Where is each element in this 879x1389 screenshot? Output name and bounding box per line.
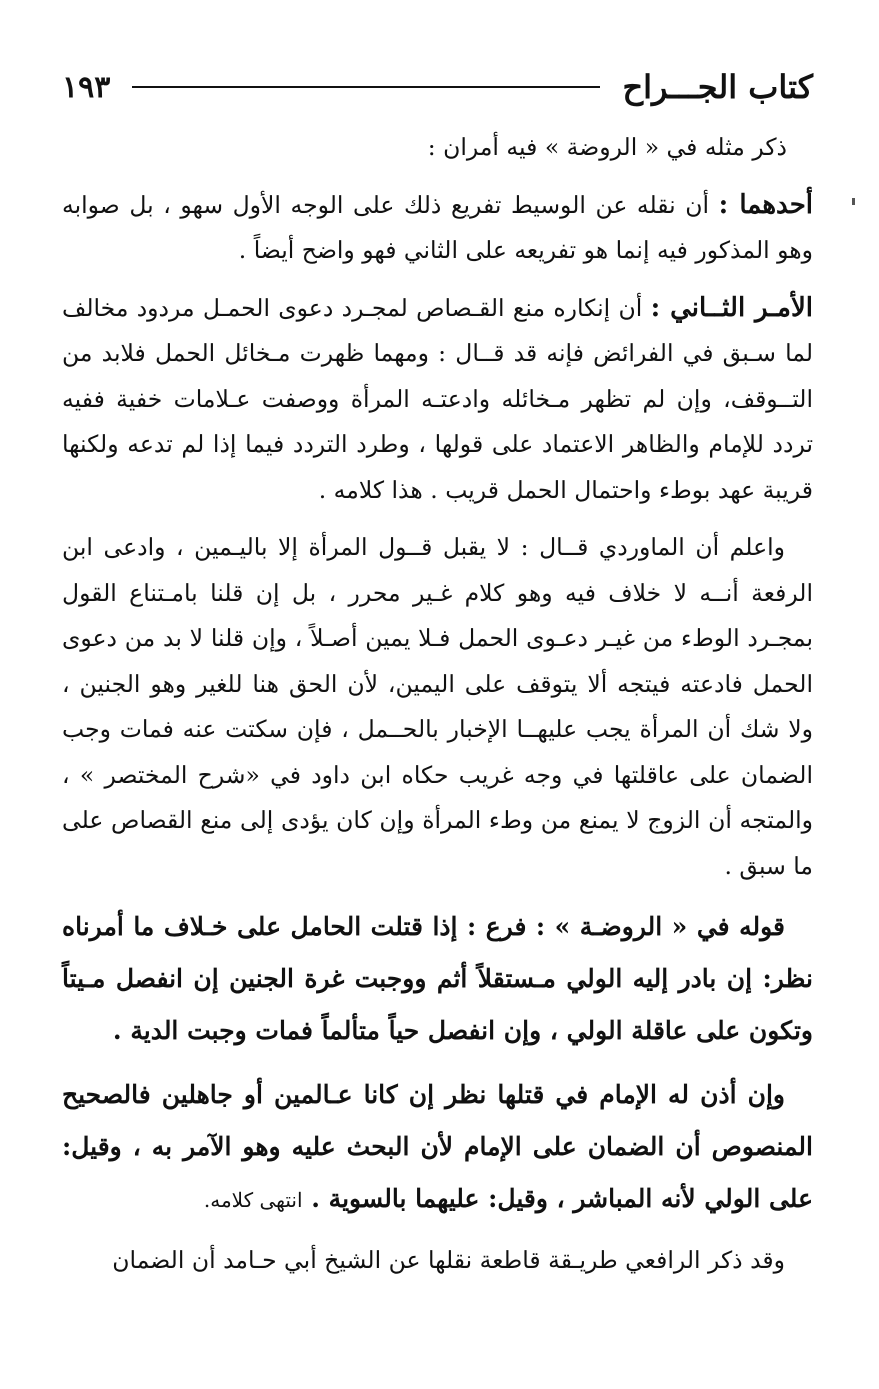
- paragraph-text: واعلم أن الماوردي قــال : لا يقبل قــول المرأة إلا باليـمين ، وادعى ابن الرفعة أنــه لا خلاف فيه وهو كلام غـير محرر ، بل إن قلنا بامـتناع القول بمجـرد الوطء من غيـر دعـوى الحمل فـلا يمين أصـلاً ، وإن قلنا لا بد من دعوى الحمل فادعته فيتجه ألا يتوقف على اليمين، لأن الحق هنا للغير وهو الجنين ، ولا شك أن المرأة يجب عليهــا الإخبار بالحــمل ، فإن سكتت عنه فمات وجب الضمان على عاقلتها في وجه غريب حكاه ابن داود في «شرح المختصر » ، والمتجه أن الزوج لا يمنع من وطء المرأة وإن كان يؤدى إلى منع القصاص على ما سبق .: [62, 533, 813, 880]
- paragraph-term: أحدهما :: [718, 189, 813, 220]
- running-header: [62, 62, 813, 112]
- margin-mark: [852, 198, 855, 205]
- paragraph-term: الأمـر الثــاني :: [650, 292, 813, 323]
- quote-end-note: انتهى كلامه.: [203, 1188, 303, 1212]
- page-number: ١٩٣: [62, 69, 111, 105]
- paragraph: [62, 183, 813, 274]
- quoted-text: قوله في « الروضـة » : فرع : إذا قتلت الحامل على خـلاف ما أمرناه نظر: إن بادر إليه الولي مـستقلاً أثم ووجبت غرة الجنين إن انفصل مـيتاً وتكون على عاقلة الولي ، وإن انفصل حياً متألماً فمات وجبت الدية .: [62, 912, 813, 1045]
- book-title: كتاب الجـــراح: [622, 68, 813, 106]
- paragraph-text: وقد ذكر الرافعي طريـقة قاطعة نقلها عن الشيخ أبي حـامد أن الضمان: [112, 1246, 785, 1274]
- quoted-paragraph: [62, 1069, 813, 1226]
- paragraph: [62, 1238, 813, 1284]
- quoted-text: وإن أذن له الإمام في قتلها نظر إن كانا عـالمين أو جاهلين فالصحيح المنصوص أن الضمان على الإمام لأن البحث عليه وهو الآمر به ، وقيل: على الولي لأنه المباشر ، وقيل: عليهما بالسوية .: [62, 1080, 813, 1213]
- paragraph: [62, 125, 813, 171]
- header-rule: [132, 86, 600, 88]
- paragraph: [62, 286, 813, 514]
- quoted-paragraph: [62, 901, 813, 1057]
- paragraph-text: أن إنكاره منع القـصاص لمجـرد دعوى الحمـل مردود مخالف لما سـبق في الفرائض فإنه قد قــال : ومهما ظهرت مـخائل الحمل فلابد من التــوقف، وإن لم تظهر مـخائله وادعتـه المرأة ووصفت عـلامات خفية ففيه تردد للإمام والظاهر الاعتماد على قولها ، وطرد التردد فيما إذا لم تدعه ولكنها قريبة عهد بوطء واحتمال الحمل قريب . هذا كلامه .: [62, 293, 813, 504]
- paragraph-text: ذكر مثله في « الروضة » فيه أمران :: [427, 133, 787, 161]
- paragraph: [62, 525, 813, 889]
- paragraph-text: أن نقله عن الوسيط تفريع ذلك على الوجه الأول سهو ، بل صوابه وهو المذكور فيه إنما هو تفريعه على الثاني فهو واضح أيضاً .: [62, 190, 813, 264]
- page-body: [62, 125, 813, 1296]
